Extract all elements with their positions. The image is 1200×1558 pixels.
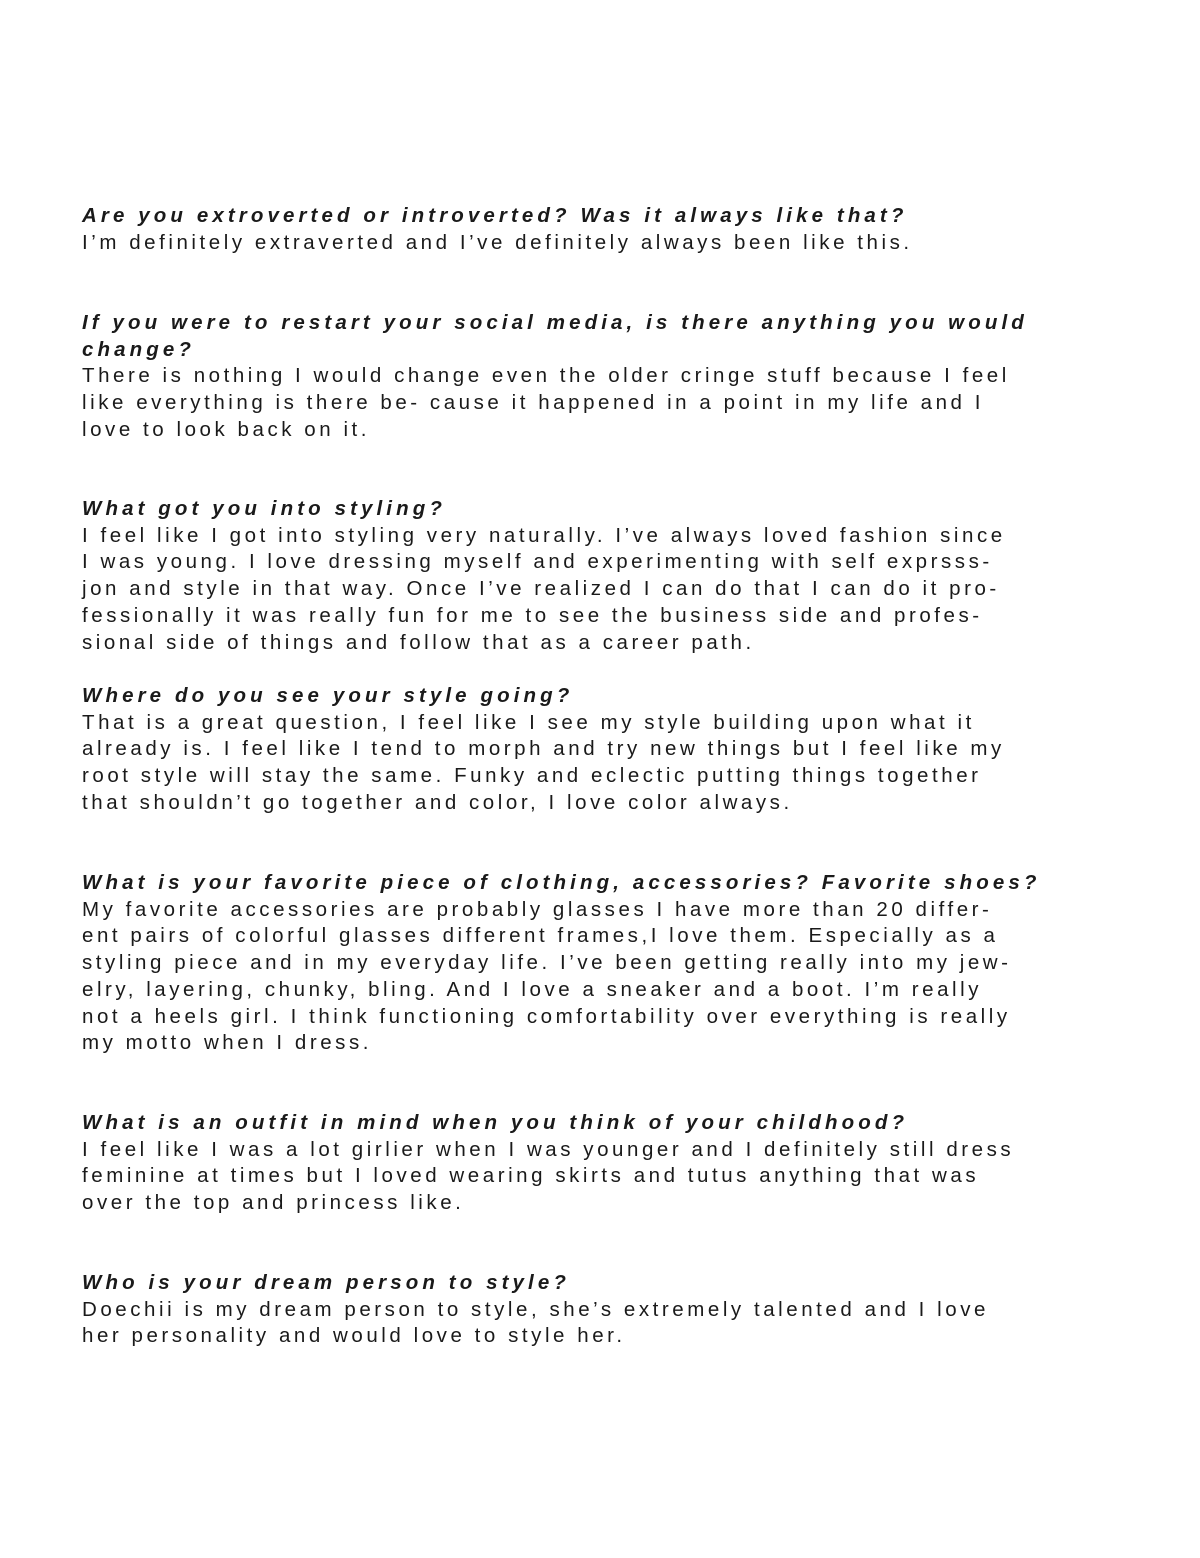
answer-line: my motto when I dress. [82, 1031, 373, 1055]
question-line: change? [82, 337, 195, 361]
answer-line: already is. I feel like I tend to morph and try new things but I feel like my [82, 737, 1005, 761]
answer-text [82, 1297, 1122, 1350]
qa-block-childhood-outfit [82, 1110, 1122, 1217]
answer-text [82, 1137, 1122, 1217]
answer-text [82, 363, 1122, 443]
answer-text [82, 230, 1122, 257]
question-line: If you were to restart your social media, is there anything you would [82, 311, 1028, 334]
question-heading: Who is your dream person to style? [82, 1271, 570, 1294]
answer-line: like everything is there be- cause it happened in a point in my life and I [82, 391, 984, 415]
answer-line: I feel like I got into styling very naturally. I’ve always loved fashion since [82, 523, 1006, 547]
answer-text [82, 710, 1122, 817]
answer-line: styling piece and in my everyday life. I’ve been getting really into my jew- [82, 951, 1012, 975]
answer-line: There is nothing I would change even the older cringe stuff because I feel [82, 364, 1010, 388]
qa-block-dream-person [82, 1270, 1122, 1350]
question-heading: What got you into styling? [82, 497, 446, 520]
answer-text [82, 523, 1122, 657]
question-heading: What is an outfit in mind when you think of your childhood? [82, 1111, 909, 1134]
answer-line: jon and style in that way. Once I’ve realized I can do that I can do it pro- [82, 577, 1000, 601]
qa-block-favorite-piece [82, 870, 1122, 1057]
answer-line: I’m definitely extraverted and I’ve definitely always been like this. [82, 230, 913, 254]
answer-line: sional side of things and follow that as a career path. [82, 630, 755, 654]
answer-line: root style will stay the same. Funky and eclectic putting things together [82, 764, 982, 788]
answer-line: I was young. I love dressing myself and experimenting with self exprsss- [82, 550, 993, 574]
answer-line: not a heels girl. I think functioning comfortability over everything is really [82, 1004, 1011, 1028]
qa-block-social-media [82, 310, 1122, 444]
answer-line: My favorite accessories are probably glasses I have more than 20 differ- [82, 897, 993, 921]
answer-line: her personality and would love to style her. [82, 1324, 626, 1348]
answer-line: ent pairs of colorful glasses different frames,I love them. Especially as a [82, 924, 999, 948]
answer-line: fessionally it was really fun for me to see the business side and profes- [82, 603, 983, 627]
answer-line: That is a great question, I feel like I see my style building upon what it [82, 710, 975, 734]
answer-line: love to look back on it. [82, 417, 371, 441]
answer-line: I feel like I was a lot girlier when I was younger and I definitely still dress [82, 1137, 1015, 1161]
question-heading [82, 310, 1122, 363]
qa-block-styling [82, 496, 1122, 656]
question-heading: What is your favorite piece of clothing, accessories? Favorite shoes? [82, 871, 1041, 894]
answer-line: that shouldn’t go together and color, I love color always. [82, 790, 793, 814]
question-heading: Where do you see your style going? [82, 684, 574, 707]
answer-text [82, 897, 1122, 1057]
answer-line: Doechii is my dream person to style, she’s extremely talented and I love [82, 1297, 989, 1321]
answer-line: elry, layering, chunky, bling. And I love a sneaker and a boot. I’m really [82, 977, 983, 1001]
answer-line: feminine at times but I loved wearing skirts and tutus anything that was [82, 1164, 980, 1188]
qa-block-style-going [82, 683, 1122, 817]
qa-block-extroverted [82, 203, 1122, 256]
question-heading: Are you extroverted or introverted? Was it always like that? [82, 204, 908, 227]
answer-line: over the top and princess like. [82, 1191, 465, 1215]
